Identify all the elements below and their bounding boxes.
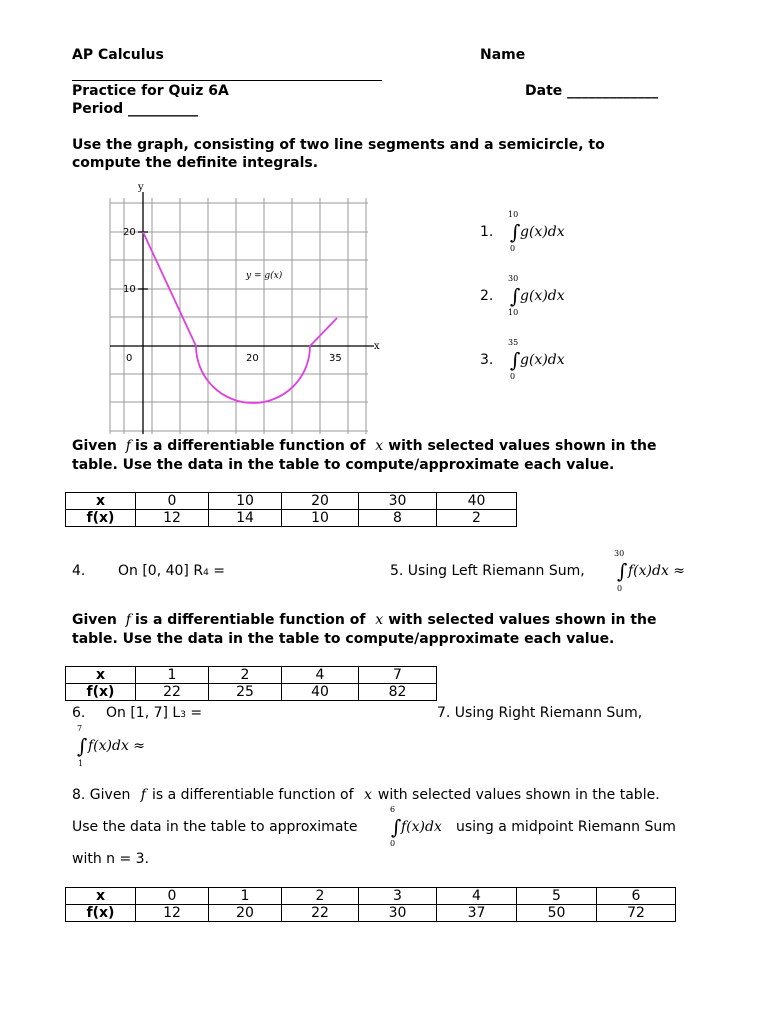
table-cell: f(x) bbox=[66, 905, 136, 922]
table-cell: 4 bbox=[437, 888, 517, 905]
upper-limit: 7 bbox=[77, 724, 83, 733]
upper-limit: 35 bbox=[508, 338, 519, 347]
integrand: g(x)dx bbox=[520, 224, 565, 240]
f-symbol: f bbox=[140, 787, 146, 803]
problem-7: 7. Using Right Riemann Sum, bbox=[437, 705, 643, 721]
table-cell: 1 bbox=[209, 888, 282, 905]
integral-icon: ∫ bbox=[510, 220, 521, 244]
x-symbol: x bbox=[375, 438, 384, 454]
f-symbol: f bbox=[125, 438, 131, 454]
lower-limit: 0 bbox=[510, 244, 516, 253]
problem-1-integral bbox=[508, 210, 598, 253]
table-cell: 30 bbox=[359, 493, 437, 510]
table-cell: 10 bbox=[209, 493, 282, 510]
problem-8-line2-post: using a midpoint Riemann Sum bbox=[456, 819, 676, 835]
table-cell: 22 bbox=[136, 684, 209, 701]
table-cell: 12 bbox=[136, 510, 209, 527]
x-tick-0: 0 bbox=[126, 353, 133, 364]
table-cell: 8 bbox=[359, 510, 437, 527]
header-rule bbox=[72, 80, 382, 81]
table-row bbox=[66, 510, 517, 527]
lower-limit: 0 bbox=[617, 584, 623, 593]
x-axis-label: x bbox=[374, 341, 380, 352]
problem-1-number: 1. bbox=[480, 224, 494, 240]
problem-6: On [1, 7] L3 = bbox=[106, 705, 203, 721]
problem-8-line2-pre: Use the data in the table to approximate bbox=[72, 819, 358, 835]
table-row bbox=[66, 905, 676, 922]
table-cell: 25 bbox=[209, 684, 282, 701]
given-2-line1: Given f is a differentiable function of x with selected values shown in the bbox=[72, 612, 657, 628]
integrand: g(x)dx bbox=[520, 352, 565, 368]
values-table-2 bbox=[65, 666, 437, 701]
integral-icon: ∫ bbox=[617, 559, 628, 583]
given-1-line1: Given f is a differentiable function of x with selected values shown in the bbox=[72, 438, 657, 454]
x-tick-20: 20 bbox=[246, 353, 259, 364]
given-2-line2: table. Use the data in the table to compute/approximate each value. bbox=[72, 631, 615, 647]
y-axis-label: y bbox=[138, 182, 144, 193]
integral-icon: ∫ bbox=[391, 815, 402, 839]
integrand: f(x)dx ≈ bbox=[628, 563, 686, 579]
table-cell: 2 bbox=[282, 888, 359, 905]
table-cell: 40 bbox=[282, 684, 359, 701]
problem-4: On [0, 40] R4 = bbox=[118, 563, 225, 579]
function-label: y = g(x) bbox=[246, 271, 283, 281]
integral-icon: ∫ bbox=[77, 734, 88, 758]
upper-limit: 10 bbox=[508, 210, 519, 219]
upper-limit: 30 bbox=[614, 549, 625, 558]
course-title: AP Calculus bbox=[72, 47, 164, 63]
f-symbol: f bbox=[125, 612, 131, 628]
table-row bbox=[66, 684, 437, 701]
table-cell: 22 bbox=[282, 905, 359, 922]
table-cell: 14 bbox=[209, 510, 282, 527]
integrand: f(x)dx bbox=[401, 819, 442, 835]
table-cell: 12 bbox=[136, 905, 209, 922]
problem-6-number: 6. bbox=[72, 705, 86, 721]
table-cell: 1 bbox=[136, 667, 209, 684]
table-cell: 5 bbox=[517, 888, 597, 905]
table-cell: 82 bbox=[359, 684, 437, 701]
table-row bbox=[66, 888, 676, 905]
table-cell: x bbox=[66, 667, 136, 684]
integrand: g(x)dx bbox=[520, 288, 565, 304]
lower-limit: 1 bbox=[78, 759, 84, 768]
upper-limit: 30 bbox=[508, 274, 519, 283]
problem-8-line1: 8. Given f is a differentiable function of x with selected values shown in the table. bbox=[72, 787, 660, 803]
table-row bbox=[66, 493, 517, 510]
table-cell: f(x) bbox=[66, 684, 136, 701]
x-symbol: x bbox=[364, 787, 372, 803]
table-cell: 3 bbox=[359, 888, 437, 905]
x-symbol: x bbox=[375, 612, 384, 628]
table-cell: 30 bbox=[359, 905, 437, 922]
x-tick-35: 35 bbox=[329, 353, 342, 364]
problem-4-number: 4. bbox=[72, 563, 86, 579]
table-cell: x bbox=[66, 493, 136, 510]
integrand: f(x)dx ≈ bbox=[88, 738, 146, 754]
given-1-line2: table. Use the data in the table to compute/approximate each value. bbox=[72, 457, 615, 473]
table-cell: f(x) bbox=[66, 510, 136, 527]
name-label: Name bbox=[480, 47, 526, 63]
problem-5: 5. Using Left Riemann Sum, bbox=[390, 563, 585, 579]
table-cell: 50 bbox=[517, 905, 597, 922]
table-cell: 10 bbox=[282, 510, 359, 527]
integral-icon: ∫ bbox=[510, 284, 521, 308]
graph-instructions-line1: Use the graph, consisting of two line segments and a semicircle, to bbox=[72, 137, 605, 153]
problem-3-integral bbox=[508, 338, 598, 381]
lower-limit: 0 bbox=[510, 372, 516, 381]
table-cell: 20 bbox=[282, 493, 359, 510]
table-cell: 2 bbox=[209, 667, 282, 684]
lower-limit: 0 bbox=[390, 839, 396, 848]
table-cell: 4 bbox=[282, 667, 359, 684]
problem-8-integral bbox=[389, 805, 459, 849]
problem-2-number: 2. bbox=[480, 288, 494, 304]
function-graph bbox=[100, 178, 400, 436]
upper-limit: 6 bbox=[390, 805, 396, 814]
table-cell: 40 bbox=[437, 493, 517, 510]
table-cell: 72 bbox=[597, 905, 676, 922]
table-cell: 20 bbox=[209, 905, 282, 922]
problem-3-number: 3. bbox=[480, 352, 494, 368]
table-row bbox=[66, 667, 437, 684]
table-cell: 2 bbox=[437, 510, 517, 527]
table-cell: 37 bbox=[437, 905, 517, 922]
y-tick-20: 20 bbox=[123, 227, 136, 238]
period-label: Period __________ bbox=[72, 101, 198, 117]
table-cell: 0 bbox=[136, 493, 209, 510]
table-cell: x bbox=[66, 888, 136, 905]
table-cell: 0 bbox=[136, 888, 209, 905]
problem-8-line3: with n = 3. bbox=[72, 851, 150, 867]
table-cell: 6 bbox=[597, 888, 676, 905]
problem-7-integral bbox=[74, 724, 184, 770]
table-cell: 7 bbox=[359, 667, 437, 684]
values-table-3 bbox=[65, 887, 676, 922]
problem-5-integral bbox=[614, 549, 714, 593]
y-tick-10: 10 bbox=[123, 284, 136, 295]
worksheet-title: Practice for Quiz 6A bbox=[72, 83, 229, 99]
lower-limit: 10 bbox=[508, 308, 519, 317]
graph-instructions-line2: compute the definite integrals. bbox=[72, 155, 319, 171]
values-table-1 bbox=[65, 492, 517, 527]
problem-2-integral bbox=[508, 274, 598, 317]
date-label: Date _____________ bbox=[525, 83, 659, 99]
integral-icon: ∫ bbox=[510, 348, 521, 372]
